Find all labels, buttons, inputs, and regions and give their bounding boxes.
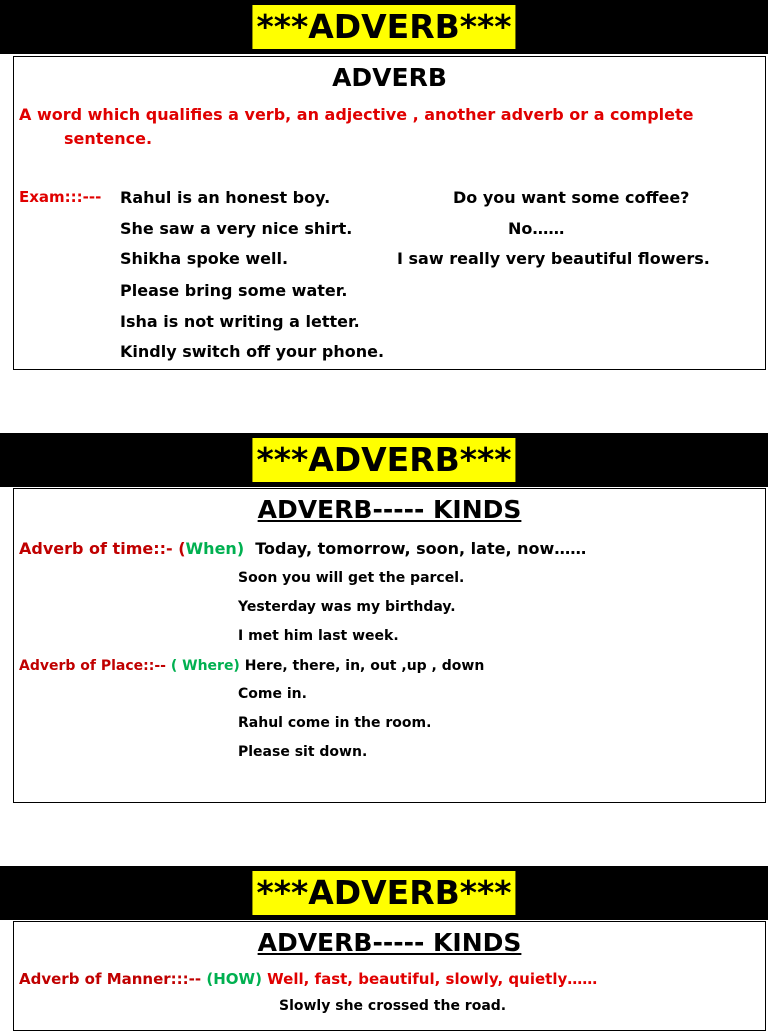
example-sentence: Come in. bbox=[238, 686, 307, 702]
section-heading: ADVERB bbox=[332, 63, 447, 92]
manner-how: (HOW) bbox=[206, 970, 262, 988]
banner-3 bbox=[0, 866, 768, 920]
time-label: Adverb of time::- ( bbox=[19, 539, 186, 558]
example-sentence: Soon you will get the parcel. bbox=[238, 570, 465, 586]
definition-line-2: sentence. bbox=[64, 129, 153, 148]
example-sentence: No…… bbox=[508, 219, 565, 238]
definition-line-1: A word which qualifies a verb, an adjective , another adverb or a complete bbox=[19, 105, 694, 124]
adverb-of-place-row bbox=[19, 658, 484, 674]
example-sentence: I met him last week. bbox=[238, 628, 399, 644]
example-sentence: Isha is not writing a letter. bbox=[120, 312, 360, 331]
card-adverb-definition bbox=[13, 56, 766, 370]
banner-1 bbox=[0, 0, 768, 54]
manner-label: Adverb of Manner:::-- bbox=[19, 970, 202, 988]
example-sentence: Slowly she crossed the road. bbox=[279, 998, 507, 1014]
banner-title: ***ADVERB*** bbox=[252, 5, 515, 49]
banner-title: ***ADVERB*** bbox=[252, 438, 515, 482]
place-where: ( Where) bbox=[170, 658, 240, 674]
place-label: Adverb of Place::-- bbox=[19, 658, 166, 674]
section-heading: ADVERB----- KINDS bbox=[257, 928, 522, 957]
section-heading: ADVERB----- KINDS bbox=[257, 495, 522, 524]
place-words: Here, there, in, out ,up , down bbox=[244, 658, 485, 674]
card-adverb-kinds-1 bbox=[13, 488, 766, 803]
card-adverb-kinds-2 bbox=[13, 921, 766, 1031]
example-sentence: Rahul come in the room. bbox=[238, 715, 432, 731]
example-sentence: Yesterday was my birthday. bbox=[238, 599, 456, 615]
example-sentence: She saw a very nice shirt. bbox=[120, 219, 353, 238]
time-when: When) bbox=[185, 539, 245, 558]
example-sentence: Please bring some water. bbox=[120, 281, 348, 300]
example-sentence: I saw really very beautiful flowers. bbox=[397, 249, 710, 268]
manner-words: Well, fast, beautiful, slowly, quietly…… bbox=[267, 970, 598, 988]
banner-2 bbox=[0, 433, 768, 487]
exam-label: Exam:::--- bbox=[19, 188, 102, 206]
example-sentence: Please sit down. bbox=[238, 744, 368, 760]
example-sentence: Rahul is an honest boy. bbox=[120, 188, 331, 207]
adverb-of-manner-row bbox=[19, 970, 597, 988]
banner-title: ***ADVERB*** bbox=[252, 871, 515, 915]
example-sentence: Kindly switch off your phone. bbox=[120, 342, 385, 361]
adverb-of-time-row bbox=[19, 539, 586, 558]
example-sentence: Shikha spoke well. bbox=[120, 249, 289, 268]
example-sentence: Do you want some coffee? bbox=[453, 188, 690, 207]
time-words: Today, tomorrow, soon, late, now…… bbox=[255, 539, 587, 558]
